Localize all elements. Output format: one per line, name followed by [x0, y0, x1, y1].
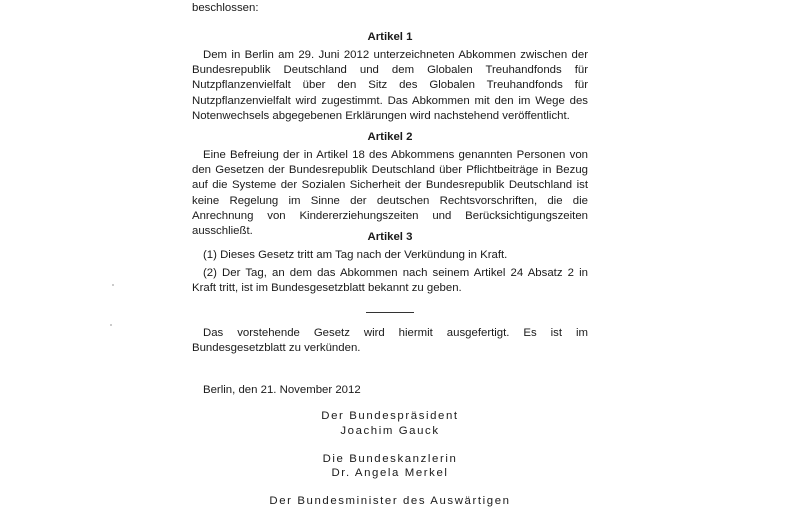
signature-name-chancellor: Dr. Angela Merkel: [331, 467, 449, 479]
artikel-1-heading: Artikel 1: [367, 31, 413, 43]
artikel-3-heading: Artikel 3: [367, 231, 413, 243]
signature-title-foreign-minister: Der Bundesminister des Auswärtigen: [269, 495, 511, 507]
closing-text: Das vorstehende Gesetz wird hiermit ausgefertigt. Es ist im Bundesgesetzblatt zu verkünden.: [192, 327, 588, 355]
signature-name-president: Joachim Gauck: [340, 425, 440, 437]
scan-speck: [112, 284, 114, 286]
artikel-2-text: Eine Befreiung der in Artikel 18 des Abkommens genannten Personen von den Gesetzen der Bundesrepublik Deutschland über Pflichtbeiträge in Bezug auf die Systeme der Sozialen Sicherheit der Bundesrepublik Deutschland ist keine Regelung im Sinne der deutschen Rechtsvorschriften, die die Anrechnung von Kindererziehungszeiten und Berücksichtigungszeiten ausschließt.: [192, 149, 588, 238]
signature-title-chancellor: Die Bundeskanzlerin: [322, 453, 458, 465]
artikel-1-text: Dem in Berlin am 29. Juni 2012 unterzeichneten Abkommen zwischen der Bundesrepublik Deutschland und dem Globalen Treuhandfonds für Nutzpflanzenvielfalt über den Sitz des Globalen Treuhandfonds für Nutzpflanzenvielfalt wird zugestimmt. Das Abkommen mit den im Wege des Notenwechsels abgegebenen Erklärungen wird nachstehend veröffentlicht.: [192, 49, 588, 122]
scan-speck: [110, 324, 112, 326]
section-divider: [366, 312, 414, 313]
artikel-3-para-2: (2) Der Tag, an dem das Abkommen nach seinem Artikel 24 Absatz 2 in Kraft tritt, ist im Bundesgesetzblatt bekannt zu geben.: [192, 267, 588, 295]
signature-title-president: Der Bundespräsident: [321, 410, 459, 422]
place-date: Berlin, den 21. November 2012: [203, 384, 361, 396]
artikel-2-heading: Artikel 2: [367, 131, 413, 143]
artikel-3-para-1: (1) Dieses Gesetz tritt am Tag nach der Verkündung in Kraft.: [203, 249, 508, 261]
intro-tail: beschlossen:: [192, 2, 259, 14]
